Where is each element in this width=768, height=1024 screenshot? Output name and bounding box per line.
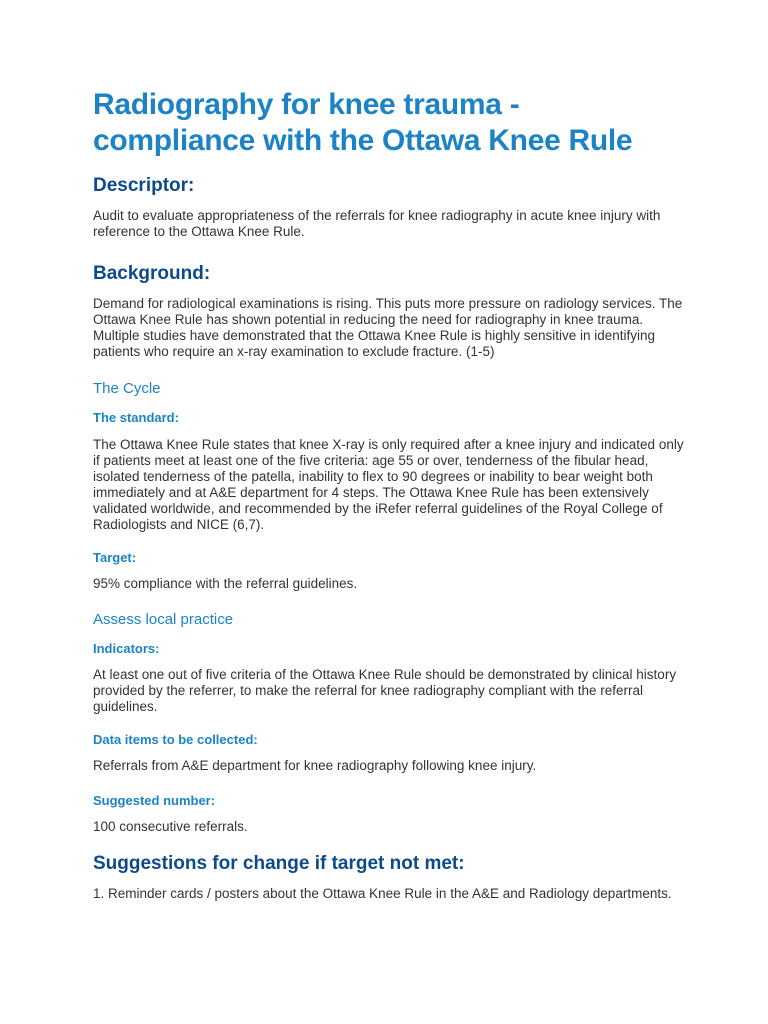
- descriptor-heading: Descriptor:: [93, 175, 195, 196]
- data-items-text: Referrals from A&E department for knee radiography following knee injury.: [93, 758, 537, 773]
- standard-heading: The standard:: [93, 410, 179, 425]
- cycle-heading: The Cycle: [93, 380, 161, 397]
- page-title: Radiography for knee trauma - compliance with the Ottawa Knee Rule: [93, 88, 633, 157]
- indicators-heading: Indicators:: [93, 641, 160, 656]
- target-text: 95% compliance with the referral guidelines.: [93, 576, 358, 591]
- target-heading: Target:: [93, 550, 137, 565]
- background-text: Demand for radiological examinations is rising. This puts more pressure on radiology services. The Ottawa Knee Rule has shown potential in reducing the need for radiography in knee trauma. Multiple studies have demonstrated that the Ottawa Knee Rule is highly sensitive in identifying patients who require an x-ray examination to exclude fracture. (1-5): [93, 296, 683, 359]
- suggestions-heading: Suggestions for change if target not met:: [93, 853, 465, 874]
- suggested-number-heading: Suggested number:: [93, 793, 216, 808]
- background-heading: Background:: [93, 263, 211, 284]
- suggestion-item: 1. Reminder cards / posters about the Ottawa Knee Rule in the A&E and Radiology departments.: [93, 886, 672, 901]
- suggested-number-text: 100 consecutive referrals.: [93, 819, 248, 834]
- indicators-text: At least one out of five criteria of the Ottawa Knee Rule should be demonstrated by clinical history provided by the referrer, to make the referral for knee radiography compliant with the referral guidelines.: [93, 667, 677, 714]
- standard-text: The Ottawa Knee Rule states that knee X-ray is only required after a knee injury and indicated only if patients meet at least one of the five criteria: age 55 or over, tenderness of the fibular head, isolated tenderness of the patella, inability to flex to 90 degrees or inability to bear weight both immediately and at A&E department for 4 steps. The Ottawa Knee Rule has been extensively validated worldwide, and recommended by the iRefer referral guidelines of the Royal College of Radiologists and NICE (6,7).: [93, 437, 684, 532]
- assess-heading: Assess local practice: [93, 611, 234, 628]
- data-items-heading: Data items to be collected:: [93, 732, 258, 747]
- descriptor-text: Audit to evaluate appropriateness of the referrals for knee radiography in acute knee injury with reference to the Ottawa Knee Rule.: [93, 208, 661, 239]
